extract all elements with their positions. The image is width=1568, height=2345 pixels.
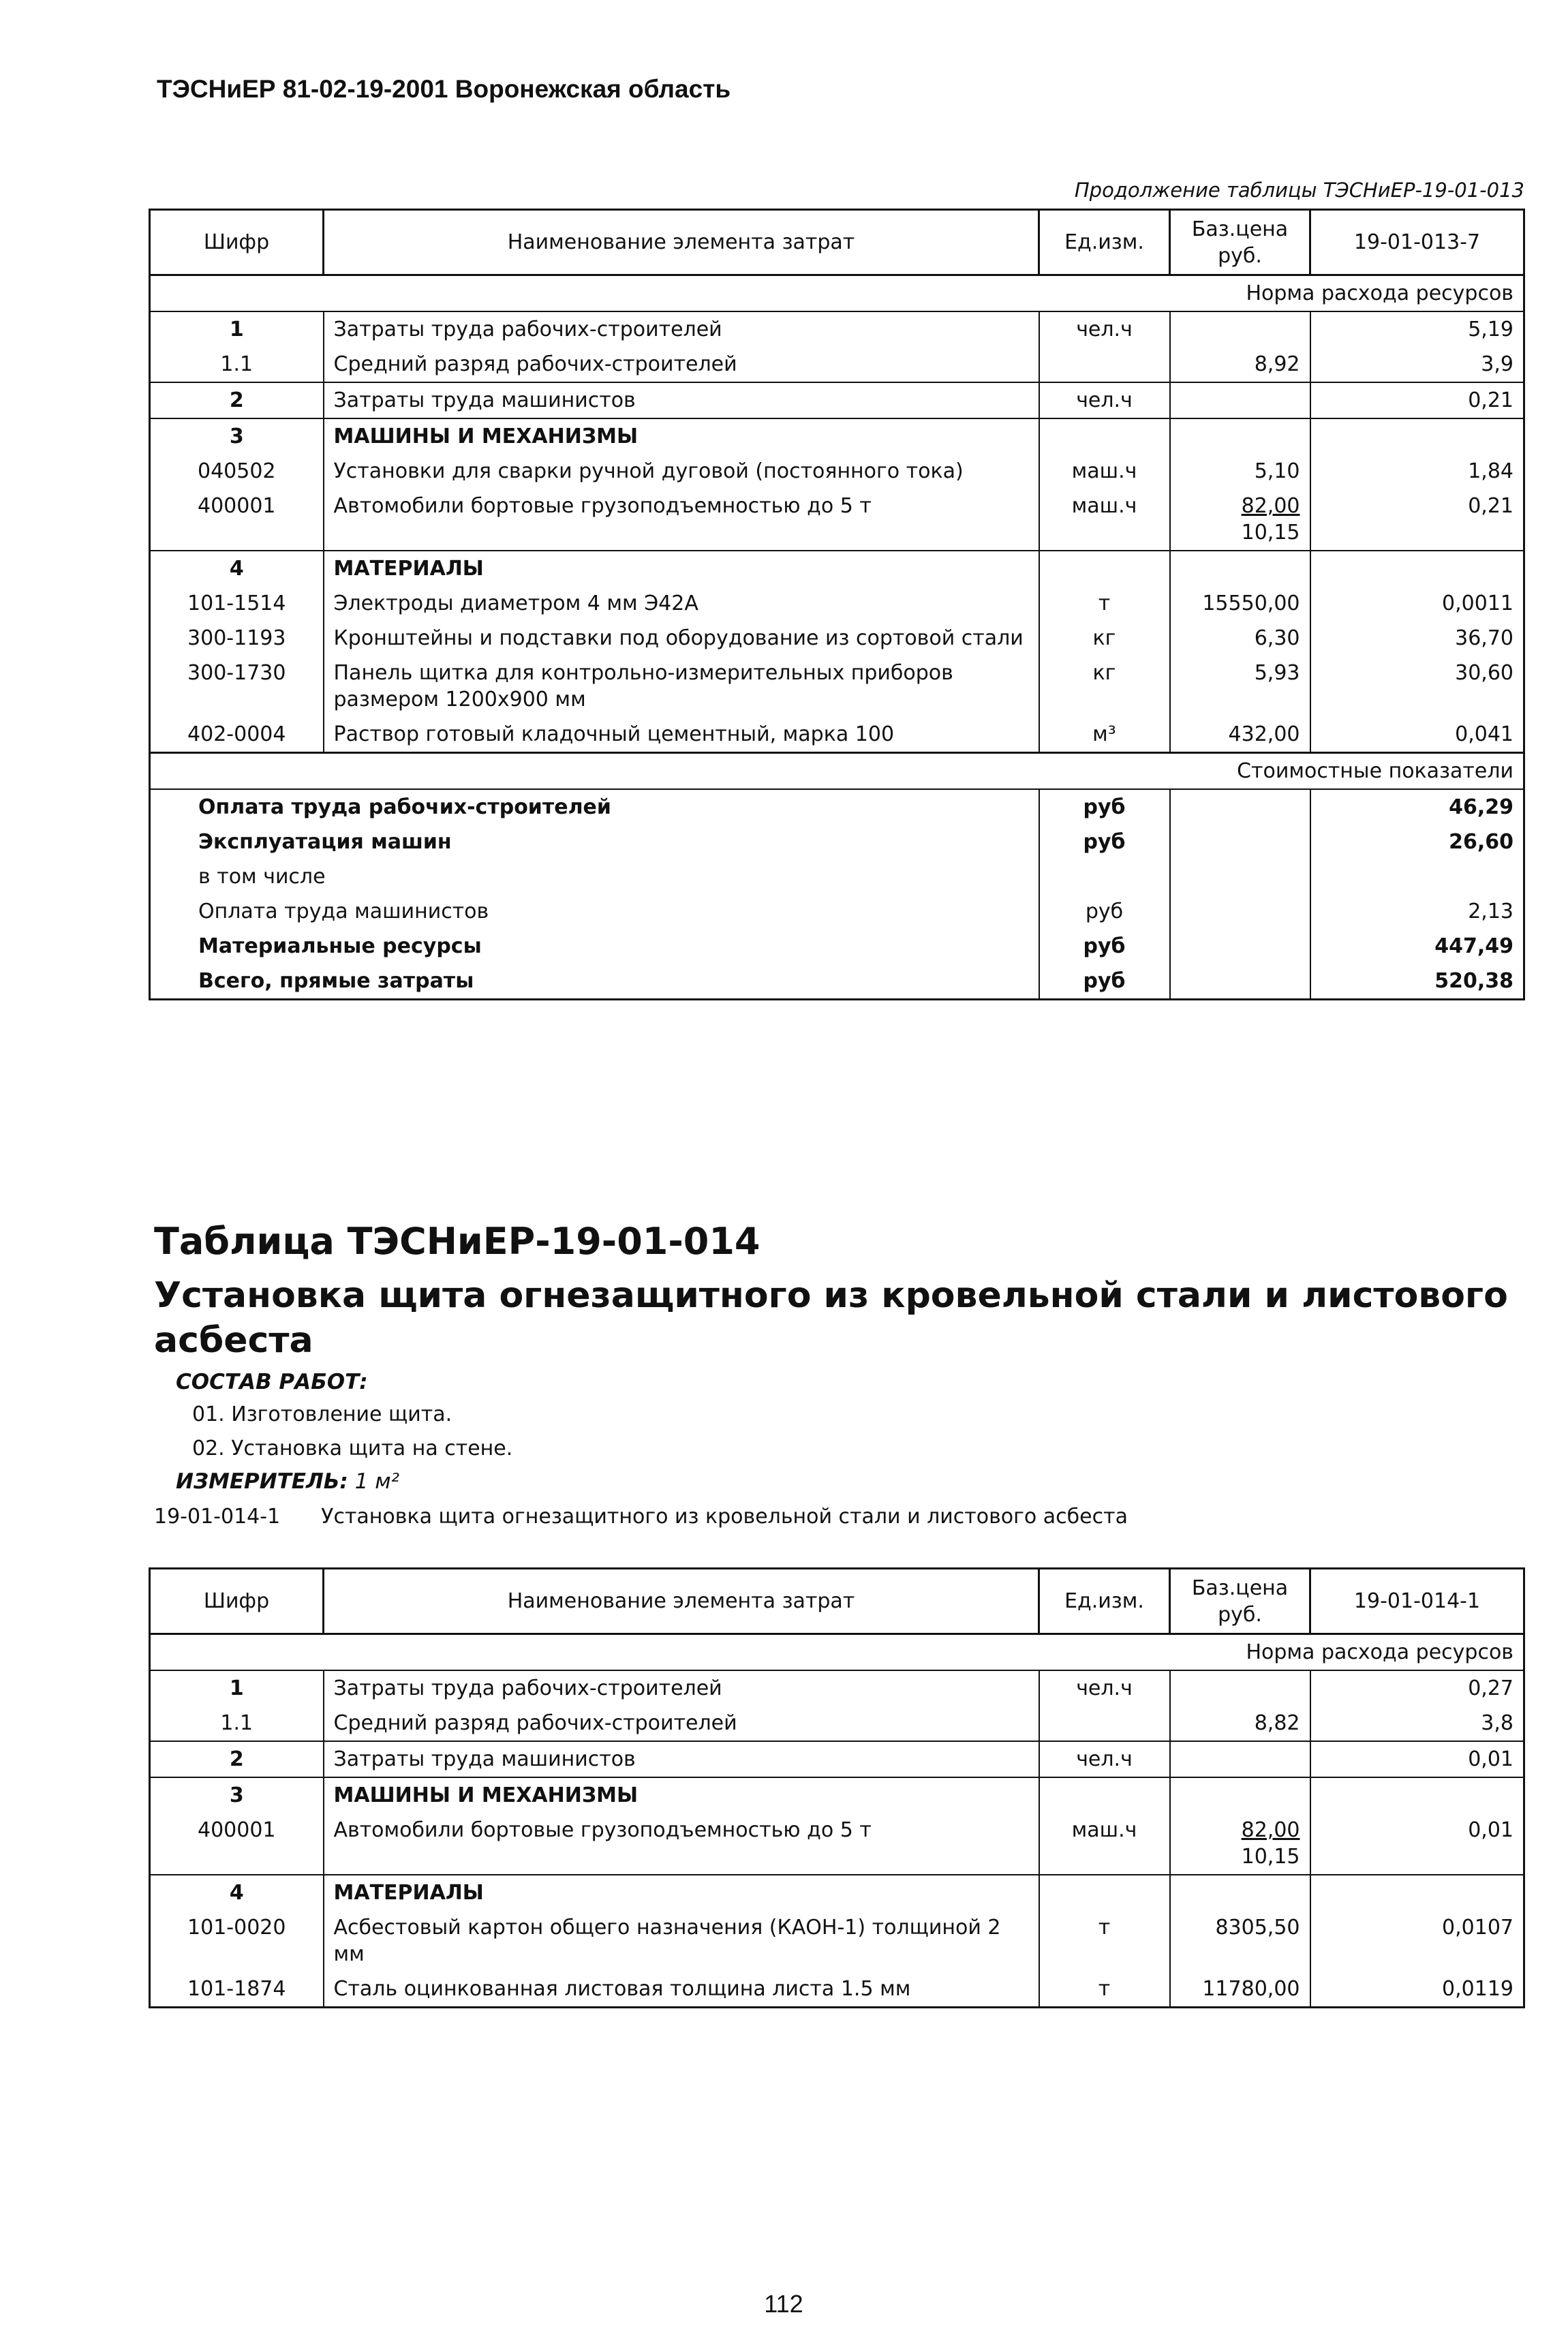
item-line [154,1505,1128,1529]
meter-line [176,1469,399,1494]
item-text: Установка щита огнезащитного из кровельной стали и листового асбеста [321,1505,1128,1529]
summary-row: в том числе [150,859,1524,894]
header-name: Наименование элемента затрат [324,1569,1039,1634]
table-row: 101-1874 Сталь оцинкованная листовая толщина листа 1.5 мм т 11780,00 0,0119 [150,1972,1524,2008]
machine-cost: 82,00 [1241,494,1300,518]
table-row: 300-1193 Кронштейны и подставки под оборудование из сортовой стали кг 6,30 36,70 [150,621,1524,656]
table-row: 101-1514 Электроды диаметром 4 мм Э42А т 15550,00 0,0011 [150,586,1524,621]
table-header [150,1569,1524,1634]
table-row-group-header: 3 МАШИНЫ И МЕХАНИЗМЫ [150,418,1524,454]
header-price: Баз.цена руб. [1170,210,1310,275]
table-row-group-header: 3 МАШИНЫ И МЕХАНИЗМЫ [150,1777,1524,1813]
summary-row: Эксплуатация машин руб 26,60 [150,825,1524,859]
table-title: Таблица ТЭСНиЕР-19-01-014 [154,1220,760,1263]
summary-row: Оплата труда рабочих-строителей руб 46,29 [150,789,1524,825]
table-row: 2 Затраты труда машинистов чел.ч 0,21 [150,382,1524,418]
table-row: 1 Затраты труда рабочих-строителей чел.ч 5,19 [150,311,1524,347]
header-unit: Ед.изм. [1039,1569,1170,1634]
continuation-note: Продолжение таблицы ТЭСНиЕР-19-01-013 [1074,179,1524,202]
summary-row: Материальные ресурсы руб 447,49 [150,929,1524,964]
table-subtitle: Установка щита огнезащитного из кровельной стали и листового асбеста [154,1275,1508,1362]
summary-row: Оплата труда машинистов руб 2,13 [150,894,1524,929]
table-header [150,210,1524,275]
header-code: Шифр [150,1569,324,1634]
machine-cost: 82,00 [1241,1818,1300,1842]
table-row: 400001 Автомобили бортовые грузоподъемностью до 5 т маш.ч 82,00 10,15 0,01 [150,1813,1524,1875]
page-number: 112 [764,2290,803,2318]
norm-band-row [150,275,1524,312]
table-row-group-header: 4 МАТЕРИАЛЫ [150,1875,1524,1910]
header-value: 19-01-013-7 [1310,210,1524,275]
table-row: 402-0004 Раствор готовый кладочный цементный, марка 100 м³ 432,00 0,041 [150,717,1524,753]
norm-table-2 [149,1567,1525,2008]
header-name: Наименование элемента затрат [324,210,1039,275]
header-value: 19-01-014-1 [1310,1569,1524,1634]
table-row: 1.1 Средний разряд рабочих-строителей 8,92 3,9 [150,347,1524,382]
works-heading: СОСТАВ РАБОТ: [176,1370,368,1394]
table-row: 400001 Автомобили бортовые грузоподъемностью до 5 т маш.ч 82,00 10,15 0,21 [150,489,1524,551]
meter-value: 1 м² [354,1469,400,1494]
table-row: 300-1730 Панель щитка для контрольно-измерительных приборов размером 1200x900 мм кг 5,93 30,60 [150,656,1524,717]
operator-wage: 10,15 [1241,521,1300,545]
meter-label: ИЗМЕРИТЕЛЬ: [176,1469,348,1494]
norm-band-label: Норма расхода ресурсов [1170,275,1524,312]
operator-wage: 10,15 [1241,1845,1300,1869]
table-row: 1.1 Средний разряд рабочих-строителей 8,82 3,8 [150,1706,1524,1741]
norm-band-row [150,1634,1524,1671]
table-row: 040502 Установки для сварки ручной дуговой (постоянного тока) маш.ч 5,10 1,84 [150,454,1524,489]
item-code: 19-01-014-1 [154,1505,281,1529]
table-row: 2 Затраты труда машинистов чел.ч 0,01 [150,1741,1524,1777]
table-row: 1 Затраты труда рабочих-строителей чел.ч 0,27 [150,1670,1524,1706]
table-row: 101-0020 Асбестовый картон общего назначения (КАОН-1) толщиной 2 мм т 8305,50 0,0107 [150,1910,1524,1972]
header-code: Шифр [150,210,324,275]
works-item: 01. Изготовление щита. [192,1403,452,1426]
norm-table-1 [149,209,1525,1000]
cost-band-row [150,753,1524,790]
header-unit: Ед.изм. [1039,210,1170,275]
cost-band-label: Стоимостные показатели [1170,753,1524,790]
summary-row-total: Всего, прямые затраты руб 520,38 [150,964,1524,1000]
works-item: 02. Установка щита на стене. [192,1437,513,1460]
running-head: ТЭСНиЕР 81-02-19-2001 Воронежская область [157,75,731,103]
table-row-group-header: 4 МАТЕРИАЛЫ [150,551,1524,586]
header-price: Баз.цена руб. [1170,1569,1310,1634]
norm-band-label: Норма расхода ресурсов [1170,1634,1524,1671]
